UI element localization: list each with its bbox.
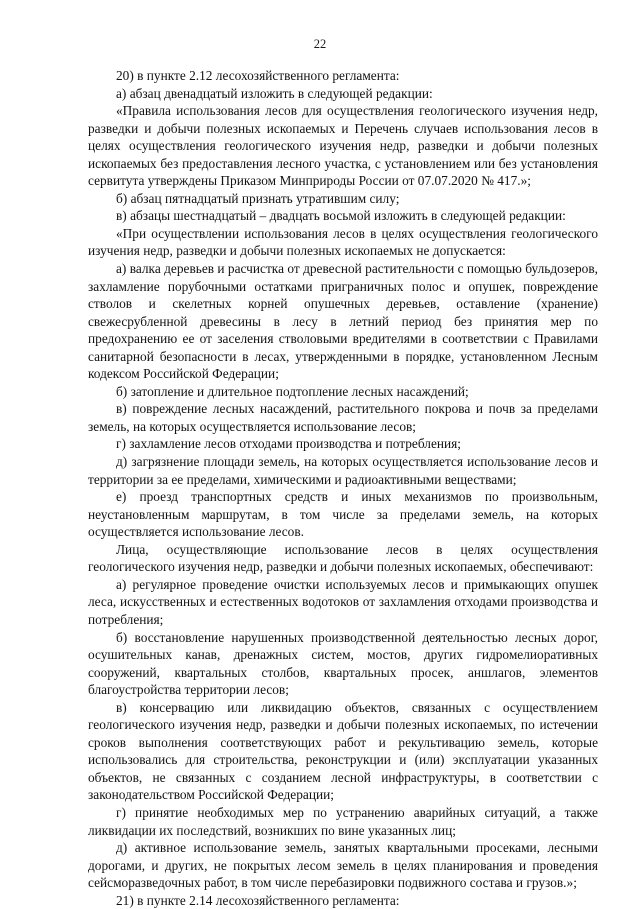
paragraph-quoted-rules: «Правила использования лесов для осуществления геологического изучения недр, разведки и добычи полезных ископаемых и Перечень случаев использования лесов в целях осуществления геологического изучения недр, разведки и добычи полезных ископаемых без предоставления лесного участка, с установлением или без установления сервитута утверждены Приказом Минприроды России от 07.07.2020 № 417.»;: [88, 103, 598, 189]
page-number: 22: [313, 37, 327, 51]
paragraph-prohibition-v: в) повреждение лесных насаждений, растительного покрова и почв за пределами земель, на которых осуществляется использование лесов;: [88, 401, 598, 434]
document-body: [88, 67, 598, 909]
paragraph-item-20-heading: 20) в пункте 2.12 лесохозяйственного регламента:: [116, 68, 400, 83]
paragraph-prohibition-d: д) загрязнение площади земель, на которых осуществляется использование лесов и территории за ее пределами, химическими и радиоактивными веществами;: [88, 454, 598, 487]
paragraph-subitem-b: б) абзац пятнадцатый признать утратившим силу;: [116, 190, 400, 206]
paragraph-prohibition-g: г) захламление лесов отходами производства и потребления;: [116, 436, 462, 452]
paragraph-subitem-v: в) абзацы шестнадцатый – двадцать восьмой изложить в следующей редакции:: [116, 208, 566, 224]
paragraph-prohibition-b: б) затопление и длительное подтопление лесных насаждений;: [116, 383, 469, 399]
paragraph-obligation-a: а) регулярное проведение очистки используемых лесов и примыкающих опушек леса, искусственных и естественных водотоков от захламления отходами производства и потребления;: [88, 576, 598, 627]
paragraph-subitem-a: а) абзац двенадцатый изложить в следующей редакции:: [116, 85, 433, 101]
paragraph-obligation-b: б) восстановление нарушенных производственной деятельностью лесных дорог, осушительных канав, дренажных систем, мостов, других гидромелиоративных сооружений, квартальных столбов, квартальных просек, аншлагов, элементов благоустройства территории лесов;: [88, 629, 598, 698]
paragraph-obligations-intro: Лица, осуществляющие использование лесов в целях осуществления геологического изучения недр, разведки и добычи полезных ископаемых, обеспечивают:: [88, 541, 598, 575]
paragraph-prohibition-e: е) проезд транспортных средств и иных механизмов по произвольным, неустановленным маршрутам, в том числе за пределами земель, на которых осуществляется использование лесов.: [88, 489, 598, 540]
paragraph-item-21-heading: 21) в пункте 2.14 лесохозяйственного регламента:: [116, 892, 400, 908]
paragraph-prohibition-a: а) валка деревьев и расчистка от древесной растительности с помощью бульдозеров, захламление порубочными остатками приграничных полос и опушек, повреждение стволов и скелетных корней опушечных деревьев, оставление (хранение) свежесрубленной древесины в лесу в летний период без принятия мер по предохранению ее от заселения стволовыми вредителями в соответствии с Правилами санитарной безопасности в лесах, утвержденными в порядке, установленном Лесным кодексом Российской Федерации;: [88, 261, 598, 382]
paragraph-obligation-g: г) принятие необходимых мер по устранению аварийных ситуаций, а также ликвидации их последствий, возникших по вине указанных лиц;: [88, 804, 598, 838]
paragraph-obligation-d: д) активное использование земель, занятых квартальными просеками, лесными дорогами, и других, не покрытых лесом земель в целях планирования и проведения сейсморазведочных работ, в том числе перебазировки подвижного состава и грузов.»;: [88, 840, 598, 891]
paragraph-prohibitions-intro: «При осуществлении использования лесов в целях осуществления геологического изучения недр, разведки и добычи полезных ископаемых не допускается:: [88, 225, 598, 259]
paragraph-obligation-v: в) консервацию или ликвидацию объектов, связанных с осуществлением геологического изучения недр, разведки и добычи полезных ископаемых, по истечении сроков выполнения соответствующих работ и рекультивацию земель, которые использовались для строительства, реконструкции и (или) эксплуатации указанных объектов, не связанных с созданием лесной инфраструктуры, в соответствии с законодательством Российской Федерации;: [88, 699, 598, 803]
